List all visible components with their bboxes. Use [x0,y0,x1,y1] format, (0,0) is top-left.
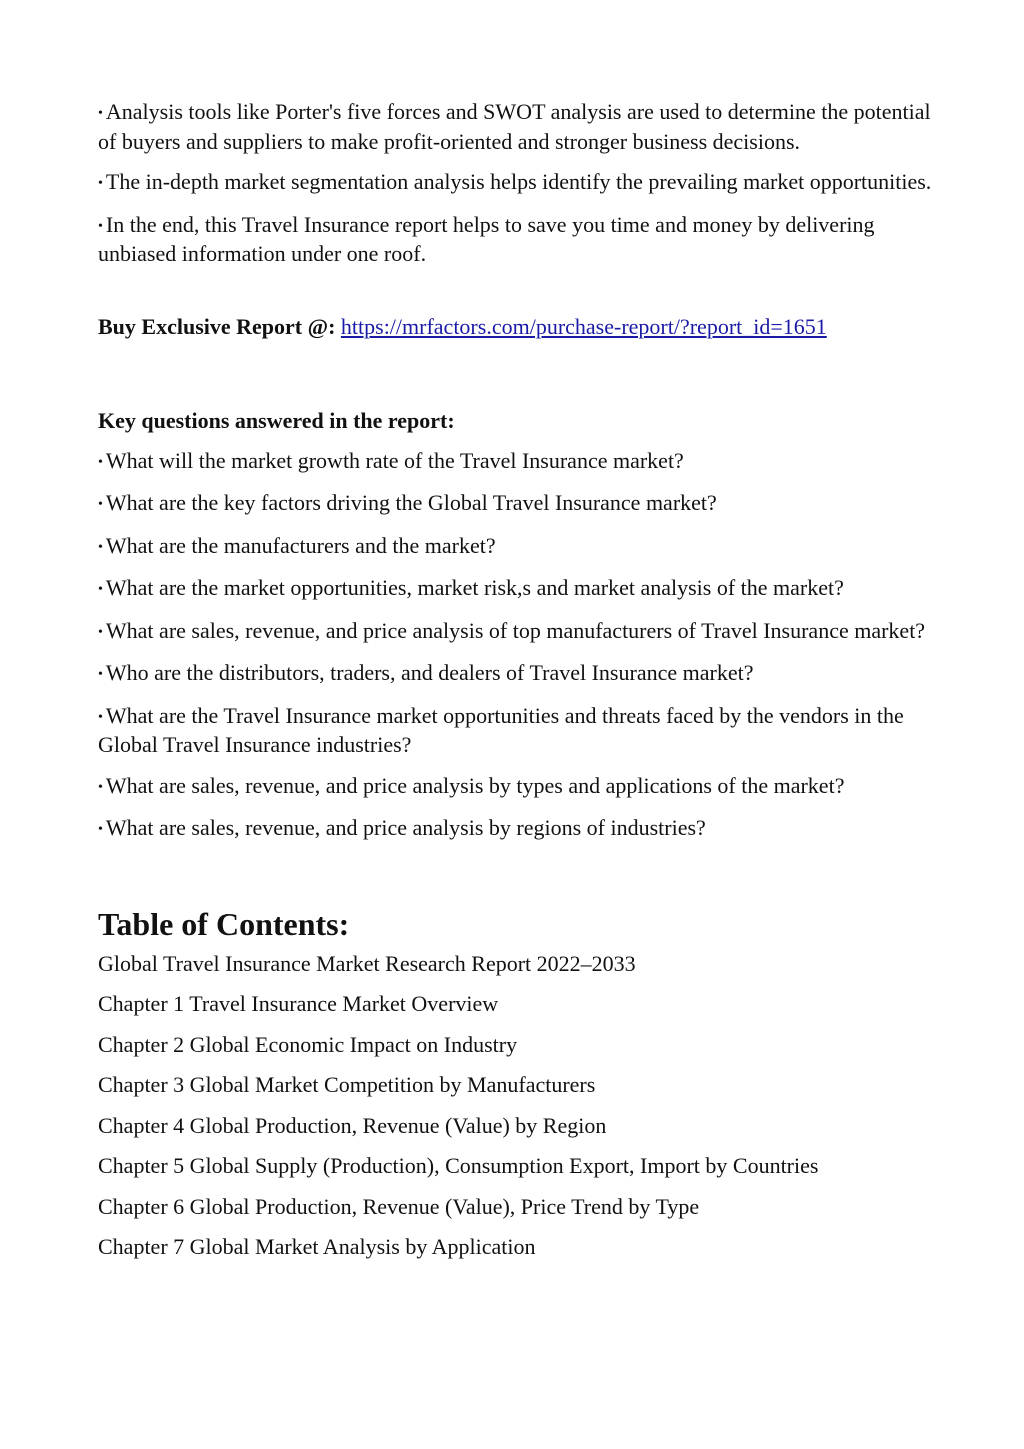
list-item [98,574,938,604]
bullet-icon: • [98,454,103,470]
intro-bullet-list [98,98,938,268]
list-item-text: The in-depth market segmentation analysis helps identify the prevailing market opportunities. [105,169,932,194]
list-item [98,489,938,519]
list-item [98,168,938,198]
list-item [98,532,938,562]
toc-heading: Table of Contents: [98,905,350,942]
toc-list [98,950,938,1261]
list-item [98,659,938,689]
bullet-icon: • [98,822,103,837]
bullet-icon: • [98,218,103,234]
toc-item: Chapter 3 Global Market Competition by Manufacturers [98,1072,596,1097]
list-item-text: What are sales, revenue, and price analysis by types and applications of the market? [105,772,845,798]
buy-report-line [98,313,938,341]
toc-item: Chapter 7 Global Market Analysis by Application [98,1234,536,1259]
bullet-icon: • [98,106,103,121]
bullet-icon: • [98,176,103,191]
list-item [98,447,938,477]
list-item-text: Analysis tools like Porter's five forces and SWOT analysis are used to determine the potential of buyers and suppliers to make profit-oriented and stronger business decisions. [98,99,931,154]
bullet-icon: • [98,582,103,597]
toc-item: Chapter 2 Global Economic Impact on Industry [98,1031,518,1057]
list-item-text: Who are the distributors, traders, and dealers of Travel Insurance market? [105,660,754,685]
bullet-icon: • [98,667,103,682]
list-item-text: What are sales, revenue, and price analysis by regions of industries? [105,815,706,840]
bullet-icon: • [98,779,103,795]
bullet-icon: • [98,539,103,555]
bullet-icon: • [98,497,103,512]
list-item [98,98,938,155]
list-item-text: What are the Travel Insurance market opportunities and threats faced by the vendors in the Global Travel Insurance industries? [98,702,904,757]
toc-item: Global Travel Insurance Market Research Report 2022–2033 [98,950,636,976]
list-item [98,702,938,759]
bullet-icon: • [98,624,103,640]
key-questions-heading: Key questions answered in the report: [98,408,455,433]
list-item-text: What will the market growth rate of the Travel Insurance market? [105,447,684,473]
list-item-text: What are the manufacturers and the market? [105,532,496,558]
list-item-text: In the end, this Travel Insurance report helps to save you time and money by delivering unbiased information under one roof. [98,211,875,266]
list-item-text: What are the market opportunities, market risk,s and market analysis of the market? [105,575,844,600]
list-item [98,772,938,802]
key-questions-list [98,447,938,844]
toc-item: Chapter 5 Global Supply (Production), Consumption Export, Import by Countries [98,1153,819,1178]
toc-item: Chapter 4 Global Production, Revenue (Value) by Region [98,1112,607,1138]
toc-item: Chapter 6 Global Production, Revenue (Value), Price Trend by Type [98,1193,700,1219]
buy-report-label: Buy Exclusive Report @: [98,313,336,339]
list-item [98,211,938,268]
document-page [98,98,938,1274]
list-item-text: What are sales, revenue, and price analysis of top manufacturers of Travel Insurance market? [105,617,926,643]
list-item-text: What are the key factors driving the Global Travel Insurance market? [105,490,717,515]
list-item [98,814,938,844]
bullet-icon: • [98,709,103,725]
purchase-report-link[interactable]: https://mrfactors.com/purchase-report/?report_id=1651 [340,313,827,339]
list-item [98,617,938,647]
toc-item: Chapter 1 Travel Insurance Market Overview [98,991,499,1016]
